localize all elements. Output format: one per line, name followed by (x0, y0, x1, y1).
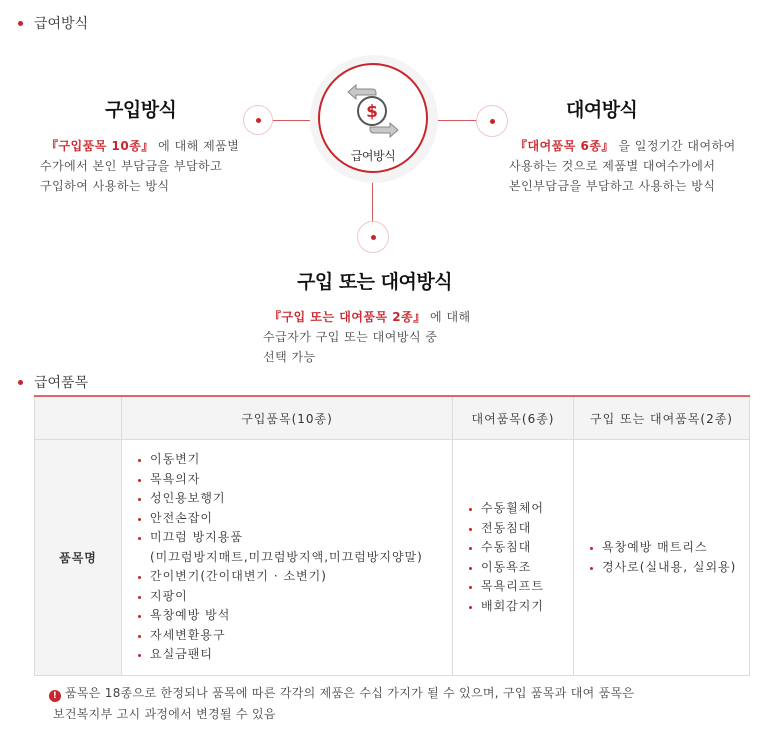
list-item: 자세변환용구 (136, 626, 452, 646)
purchase-title: 구입방식 (105, 99, 177, 121)
node-rental (476, 105, 508, 137)
purchase-desc-line2: 수가에서 본인 부담금을 부담하고 (40, 159, 223, 173)
list-item: 욕창예방 매트리스 (588, 538, 749, 558)
purchase-items-list (136, 450, 452, 665)
purchase-desc-line3: 구입하여 사용하는 방식 (40, 179, 170, 193)
hub-label: 급여방식 (350, 149, 396, 163)
either-title: 구입 또는 대여방식 (297, 271, 453, 293)
rental-desc-line1: 을 일정기간 대여하여 (614, 139, 736, 153)
money-exchange-icon (342, 82, 404, 140)
purchase-highlight: 『구입품목 10종』 (46, 139, 154, 153)
header-rental-items: 대여품목(6종) (453, 396, 574, 440)
list-item (136, 528, 452, 567)
list-item: 이동변기 (136, 450, 452, 470)
either-desc-line2: 수급자가 구입 또는 대여방식 중 (263, 330, 438, 344)
section-title-text: 급여품목 (34, 375, 89, 391)
rental-desc-line2: 사용하는 것으로 제품별 대여수가에서 (509, 159, 716, 173)
table-corner-cell (35, 396, 122, 440)
rental-highlight: 『대여품목 6종』 (515, 139, 614, 153)
list-item: 목욕리프트 (467, 577, 573, 597)
rental-title: 대여방식 (566, 99, 638, 121)
notice-line2: 보건복지부 고시 과정에서 변경될 수 있음 (53, 707, 276, 721)
section-title-benefit-items (18, 372, 88, 392)
either-items-list (588, 538, 749, 577)
list-item: 지팡이 (136, 587, 452, 607)
list-item: 이동욕조 (467, 558, 573, 578)
section-title-text: 급여방식 (34, 16, 89, 32)
list-item: 목욕의자 (136, 470, 452, 490)
list-item: 경사로(실내용, 실외용) (588, 558, 749, 578)
header-either-items: 구입 또는 대여품목(2종) (574, 396, 750, 440)
either-desc-line3: 선택 가능 (263, 350, 316, 364)
list-item: 수동침대 (467, 538, 573, 558)
list-item: 욕창예방 방석 (136, 606, 452, 626)
node-purchase (243, 105, 273, 135)
header-purchase-items: 구입품목(10종) (122, 396, 453, 440)
purchase-desc-line1: 에 대해 제품별 (153, 139, 240, 153)
row-header-item-name: 품목명 (35, 440, 122, 676)
list-item: 성인용보행기 (136, 489, 452, 509)
svg-text:$: $ (366, 102, 378, 122)
list-item: 안전손잡이 (136, 509, 452, 529)
list-item: 간이변기(간이대변기 · 소변기) (136, 567, 452, 587)
table-header-row (35, 396, 750, 440)
rental-items-list (467, 499, 573, 616)
either-items-cell (574, 440, 750, 676)
purchase-description (40, 136, 255, 196)
section-bullet (18, 380, 23, 385)
list-item: 배회감지기 (467, 597, 573, 617)
list-item-label: 미끄럼 방지용품 (150, 530, 243, 545)
notice (49, 683, 729, 725)
rental-desc-line3: 본인부담금을 부담하고 사용하는 방식 (509, 179, 716, 193)
section-title-benefit-method (18, 13, 88, 33)
section-bullet (18, 21, 23, 26)
node-either (357, 221, 389, 253)
purchase-items-cell (122, 440, 453, 676)
list-item: 요실금팬티 (136, 645, 452, 665)
rental-description (509, 136, 759, 196)
list-item: 수동휠체어 (467, 499, 573, 519)
rental-items-cell (453, 440, 574, 676)
either-highlight: 『구입 또는 대여품목 2종』 (269, 310, 426, 324)
benefit-items-table (34, 395, 750, 676)
alert-icon: ! (49, 690, 61, 702)
list-item: 전동침대 (467, 519, 573, 539)
either-description (263, 307, 523, 367)
either-desc-line1: 에 대해 (425, 310, 471, 324)
notice-line1: 품목은 18종으로 한정되나 품목에 따른 각각의 제품은 수십 가지가 될 수 있으며, 구입 품목과 대여 품목은 (65, 686, 635, 700)
list-item-sub: (미끄럼방지매트,미끄럼방지액,미끄럼방지양말) (150, 549, 423, 564)
table-row (35, 440, 750, 676)
